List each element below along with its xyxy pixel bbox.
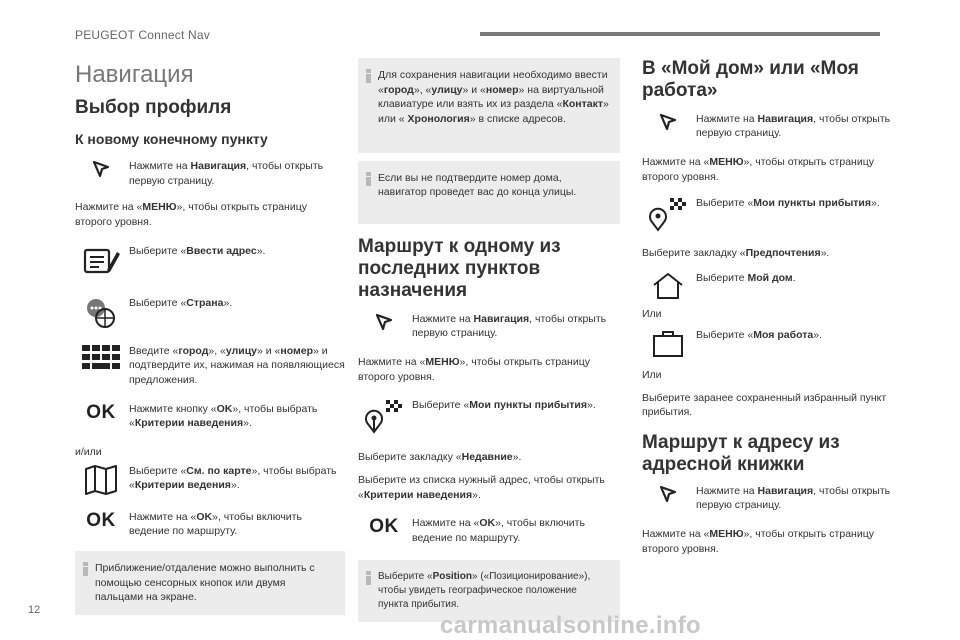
- ok-icon: OK: [86, 401, 116, 423]
- watermark: carmanualsonline.info: [440, 612, 702, 639]
- column-2: [358, 58, 620, 622]
- step-navigation: [642, 484, 902, 513]
- info-note: Приближение/отдаление можно выполнить с помощью сенсорных кнопок или двумя пальцами на экране.: [75, 551, 345, 615]
- keyboard-icon: [75, 344, 127, 370]
- menu-instruction: Нажмите на «МЕНЮ», чтобы открыть страницу второго уровня.: [642, 527, 874, 555]
- step-text: Выберите «Страна».: [129, 296, 233, 309]
- navigation-icon: [75, 159, 127, 181]
- tab-instruction: Выберите закладку «Предпочтения».: [642, 247, 830, 260]
- subsection-title: К новому конечному пункту: [75, 130, 268, 147]
- or-text: Или: [642, 368, 662, 381]
- column-3: [642, 58, 902, 556]
- info-note: Выберите «Position» («Позиционирование»), чтобы увидеть географическое положение пункта прибытия.: [358, 560, 620, 622]
- step-my-home: [642, 271, 902, 301]
- info-icon: [366, 172, 371, 186]
- menu-instruction: Нажмите на «МЕНЮ», чтобы открыть страницу второго уровня.: [358, 356, 590, 383]
- enter-address-icon: [75, 244, 127, 278]
- destination-flag-icon: [358, 398, 410, 434]
- home-icon: [642, 271, 694, 301]
- step-text: Выберите «См. по карте», чтобы выбрать «Критерии ведения».: [129, 464, 337, 492]
- navigation-icon: [358, 312, 410, 334]
- tab-instruction: Выберите закладку «Недавние».: [358, 451, 522, 464]
- map-icon: [75, 464, 127, 496]
- section-title: Навигация: [75, 61, 194, 88]
- step-ok: [75, 402, 345, 431]
- ok-icon: OK: [369, 516, 399, 538]
- step-text: Выберите «Ввести адрес».: [129, 244, 266, 257]
- section-heading: Маршрут к одному из последних пунктов назначения: [358, 236, 561, 301]
- step-text: Нажмите на Навигация, чтобы открыть первую страницу.: [696, 484, 891, 512]
- menu-instruction: Нажмите на «МЕНЮ», чтобы открыть страницу второго уровня.: [75, 201, 307, 228]
- step-text: Выберите «Мои пункты прибытия».: [696, 197, 880, 210]
- section-heading: Маршрут к адресу из адресной книжки: [642, 431, 840, 475]
- destination-flag-icon: [642, 196, 694, 232]
- step-text: Выберите «Моя работа».: [696, 328, 822, 341]
- step-country: [75, 296, 345, 330]
- navigation-icon: [642, 112, 694, 134]
- step-text: Нажмите кнопку «OK», чтобы выбрать «Критерии наведения».: [129, 402, 318, 430]
- step-enter-address: [75, 244, 345, 278]
- step-text: Нажмите на «OK», чтобы включить ведение по маршруту.: [412, 517, 585, 545]
- step-text: Введите «город», «улицу» и «номер» и подтвердите их, нажимая на появляющиеся предложения.: [129, 344, 345, 386]
- step-my-work: [642, 328, 902, 358]
- country-icon: [75, 296, 127, 330]
- ok-icon: OK: [86, 509, 116, 531]
- menu-instruction: Нажмите на «МЕНЮ», чтобы открыть страницу второго уровня.: [642, 156, 874, 183]
- step-text: Нажмите на «OK», чтобы включить ведение по маршруту.: [129, 510, 302, 538]
- work-icon: [642, 328, 694, 358]
- and-or-text: и/или: [75, 446, 102, 459]
- navigation-icon: [642, 484, 694, 506]
- info-icon: [366, 571, 371, 585]
- info-note: Если вы не подтвердите номер дома, навигатор проведет вас до конца улицы.: [358, 161, 620, 224]
- step-keyboard: [75, 344, 345, 388]
- page-title: Выбор профиля: [75, 97, 232, 118]
- step-text: Нажмите на Навигация, чтобы открыть первую страницу.: [412, 312, 607, 340]
- step-my-destinations: [642, 196, 902, 232]
- page-number: 12: [28, 604, 41, 616]
- step-ok-guidance: [358, 516, 620, 545]
- header-brand: PEUGEOT Connect Nav: [75, 28, 210, 42]
- step-text: Выберите «Мои пункты прибытия».: [412, 399, 596, 412]
- step-navigation: [642, 112, 902, 141]
- step-navigation: [358, 312, 620, 341]
- list-instruction: Выберите из списка нужный адрес, чтобы открыть «Критерии наведения».: [358, 474, 605, 501]
- step-text: Выберите Мой дом.: [696, 272, 796, 285]
- or-text: Или: [642, 308, 662, 321]
- column-1: [75, 55, 345, 615]
- info-icon: [366, 69, 371, 83]
- step-view-map: [75, 464, 345, 496]
- info-icon: [83, 562, 88, 576]
- info-note: Для сохранения навигации необходимо ввести «город», «улицу» и «номер» на виртуальной клавиатуре или взять их из раздела «Контакт» или « Хронология» в списке адресов.: [358, 58, 620, 153]
- step-text: Нажмите на Навигация, чтобы открыть первую страницу.: [129, 159, 324, 187]
- step-text: Нажмите на Навигация, чтобы открыть первую страницу.: [696, 112, 891, 140]
- step-navigation: [75, 159, 345, 188]
- header-bar: [480, 32, 880, 36]
- step-my-destinations: [358, 398, 620, 434]
- section-heading: В «Мой дом» или «Моя работа»: [642, 58, 859, 101]
- step-ok-guidance: [75, 510, 345, 539]
- favorite-instruction: Выберите заранее сохраненный избранный пункт прибытия.: [642, 391, 887, 419]
